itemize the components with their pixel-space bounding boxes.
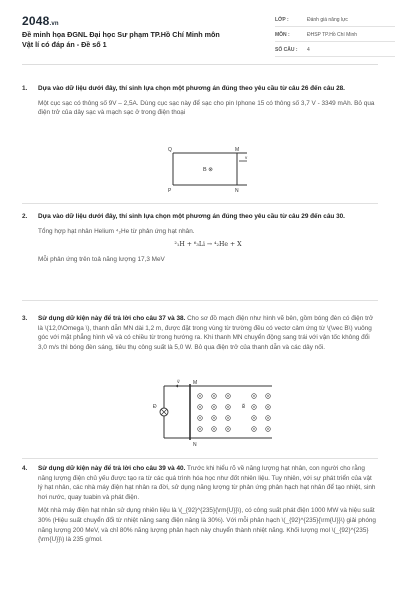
label-n: N xyxy=(235,188,239,194)
label-q: Q xyxy=(168,147,172,153)
question-separator xyxy=(22,203,378,204)
field-dot-center xyxy=(227,417,228,418)
question-body: Cho sơ đồ mạch điện như hình vẽ bên, gồm bóng đèn có điện trở là \(12,0\Omega \), thanh dẫn MN dài 1,2 m, được đặt trong vùng từ trường đều có vectơ cảm ứng từ \(\vec B\) vuông góc với mặt phẳng hình vẽ và có chiều từ trong hướng ra. Khi thanh MN chuyển động sang trái với vận tốc không đổi 3,0 m/s thì bóng đèn sáng, tiêu thụ công suất là 5,0 W. Bỏ qua điện trở của thanh dẫn và các dây nối. xyxy=(38,315,374,351)
circuit-figure-3 xyxy=(150,378,280,448)
field-dot-center xyxy=(199,406,200,407)
field-dot-center xyxy=(213,406,214,407)
field-dot-center xyxy=(267,428,268,429)
question-text-2: Mỗi phản ứng trên toả năng lượng 17,3 MeV xyxy=(38,255,165,263)
field-dot-center xyxy=(253,395,254,396)
magnetic-field-dots xyxy=(198,394,271,432)
question-number: 2. xyxy=(22,213,28,220)
velocity-arrowhead xyxy=(175,385,178,388)
field-dot-center xyxy=(253,417,254,418)
field-dot-center xyxy=(213,417,214,418)
document-title: Đề minh họa ĐGNL Đại học Sư phạm TP.Hồ Chí Minh môn Vật lí có đáp án - Đề số 1 xyxy=(22,30,220,49)
field-dot-center xyxy=(199,395,200,396)
field-dot-center xyxy=(253,406,254,407)
question-number: 1. xyxy=(22,85,28,92)
field-dot-center xyxy=(267,406,268,407)
field-dot-center xyxy=(253,428,254,429)
site-logo[interactable]: 2048.vn xyxy=(22,14,59,28)
question-body: Trước khi hiểu rõ về năng lượng hạt nhân, con người cho rằng năng lượng điện chủ yếu được tạo ra từ các quá trình hóa học như đốt nhiên liệu. Tuy nhiên, với sự phát triển của vật lý hạt nhân, các nhà máy điện hạt nhân ra đời, sử dụng năng lượng từ phản ứng phân hạch hạt nhân để tạo nhiệt, sinh hơi nước, quay tuabin và phát điện. xyxy=(38,465,376,501)
question-prompt: Dựa vào dữ liệu dưới đây, thí sinh lựa chọn một phương án đúng theo yêu cầu từ câu 29 đến câu 30. xyxy=(38,213,345,220)
question-text: Một cục sạc có thông số 9V – 2,5A. Dùng cục sạc này để sạc cho pin Iphone 15 có thông số 3,7 V - 3349 mAh. Bỏ qua điện trở của dây sạc và mạch sạc ở trong điện thoại xyxy=(38,99,375,117)
question-separator xyxy=(22,300,378,301)
field-dot-center xyxy=(267,417,268,418)
label-v: v⃗ xyxy=(177,379,180,384)
label-m: M xyxy=(235,147,240,153)
circuit-figure-1 xyxy=(165,145,255,195)
label-v: v xyxy=(245,155,248,160)
field-dot-center xyxy=(199,428,200,429)
question-prompt: Sử dụng dữ kiện này để trả lời cho câu 37 và 38. xyxy=(38,315,186,322)
label-n: N xyxy=(193,442,197,448)
page-header xyxy=(22,14,382,58)
question-separator xyxy=(22,458,378,459)
question-text-2: Một nhà máy điện hạt nhân sử dụng nhiên liệu là \(_{92}^{235}{\rm{U}}\), có công suất phát điện 1000 MW và hiệu suất 30% (Hiệu suất chuyển đổi từ nhiệt năng sang điện năng là 30%). Với mỗi phân hạch \(_{92}^{235}{\rm{U}}\) giải phóng năng lượng 200 MeV, và chỉ 80% năng lượng phân hạch này chuyển thành nhiệt năng. Khối lượng mol \(_{92}^{235}{\rm{U}}\) là 235 g/mol. xyxy=(38,507,376,544)
question-text: Tổng hợp hạt nhân Helium ⁴₂He từ phản ứng hạt nhân. xyxy=(38,227,195,235)
header-divider xyxy=(22,64,378,65)
field-dot-center xyxy=(213,395,214,396)
question-number: 3. xyxy=(22,315,28,322)
meta-class: LỚP : Đánh giá năng lực xyxy=(275,14,395,27)
meta-subject: MÔN : ĐHSP TP.Hồ Chí Minh xyxy=(275,29,395,42)
label-lamp: Đ xyxy=(153,404,157,410)
question-text xyxy=(38,464,378,502)
question-prompt: Sử dụng dữ kiện này để trả lời cho câu 39 và 40. xyxy=(38,465,186,472)
meta-info xyxy=(275,14,395,59)
field-dot-center xyxy=(227,428,228,429)
field-symbol: B ⊗ xyxy=(203,167,213,173)
field-dot-center xyxy=(227,395,228,396)
field-dot-center xyxy=(199,417,200,418)
label-b: B⃗ xyxy=(242,404,246,409)
question-prompt: Dựa vào dữ liệu dưới đây, thí sinh lựa chọn một phương án đúng theo yêu cầu từ câu 26 đến câu 28. xyxy=(38,85,345,92)
label-p: P xyxy=(168,188,172,194)
meta-question-count: SỐ CÂU : 4 xyxy=(275,44,395,57)
label-m: M xyxy=(193,380,198,386)
field-dot-center xyxy=(213,428,214,429)
field-dot-center xyxy=(267,395,268,396)
question-number: 4. xyxy=(22,465,28,472)
nuclear-equation: ²₁H + ⁶₃Li → ⁴₂He + X xyxy=(174,241,242,249)
field-dot-center xyxy=(227,406,228,407)
question-text xyxy=(38,314,378,352)
